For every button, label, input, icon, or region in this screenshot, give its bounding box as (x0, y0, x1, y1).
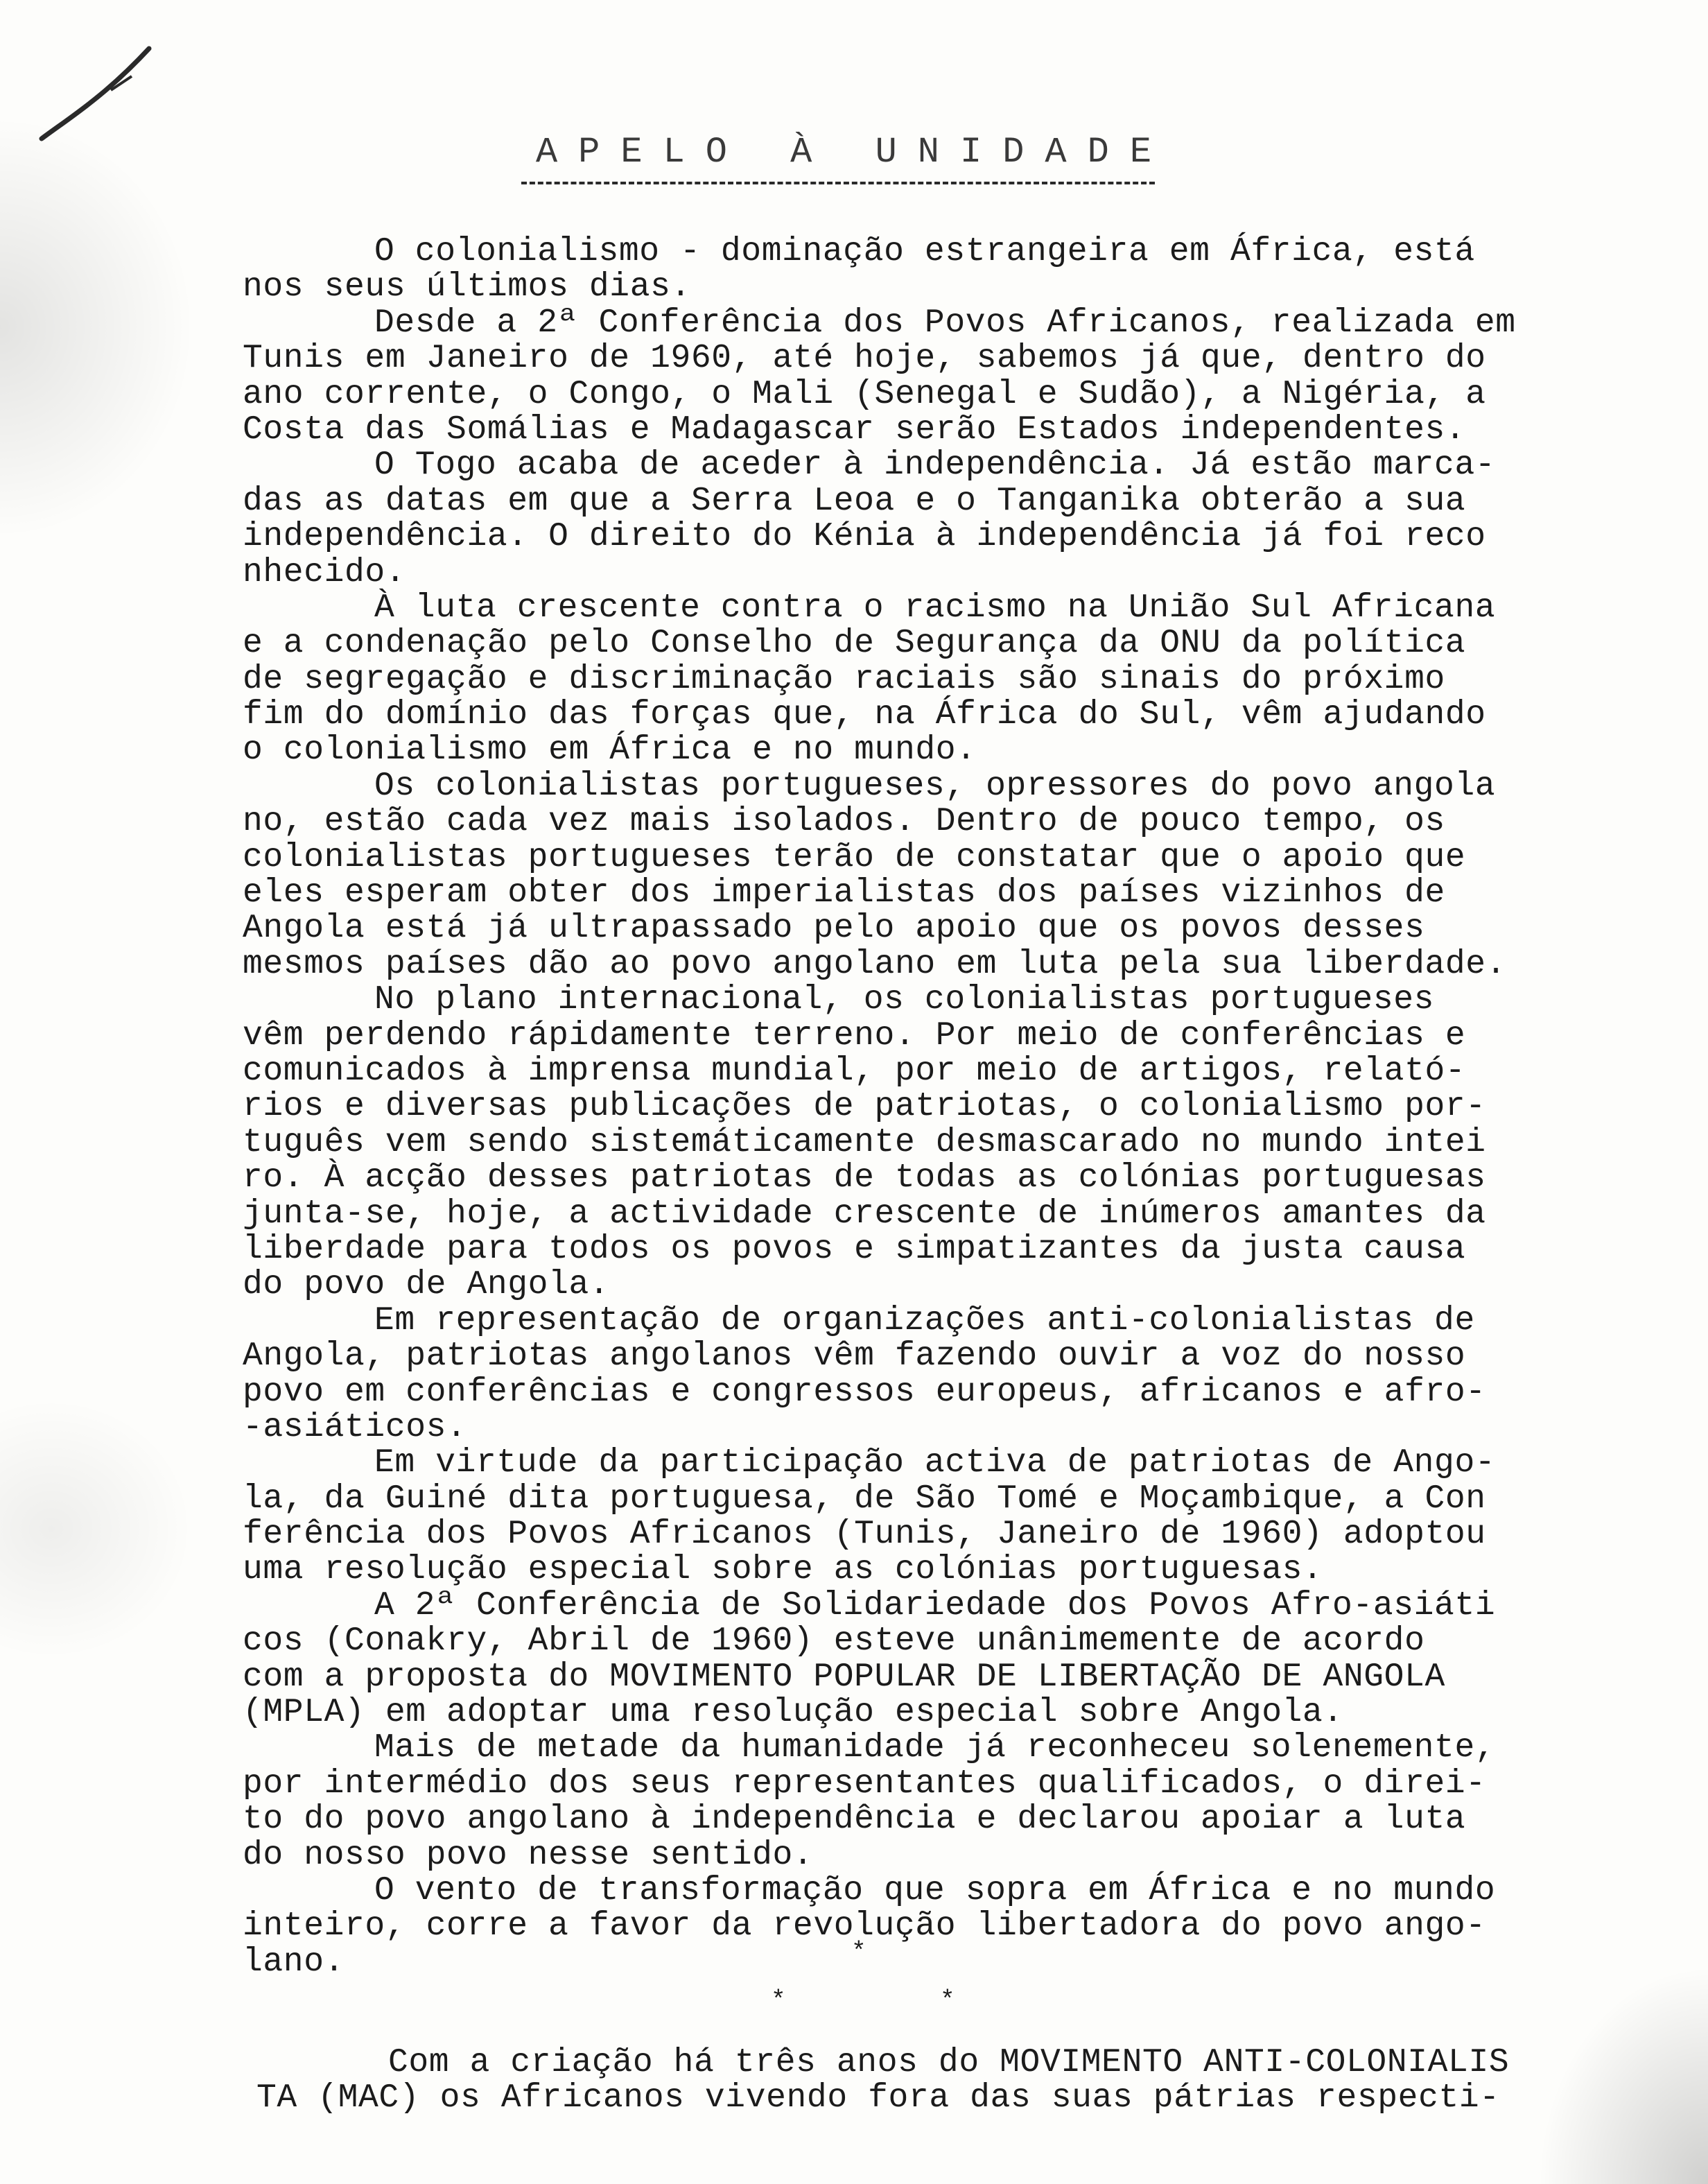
text-line: Mais de metade da humanidade já reconheceu solenemente, (374, 1729, 1496, 1767)
text-line: la, da Guiné dita portuguesa, de São Tomé e Moçambique, a Con (243, 1480, 1486, 1518)
text-line: ano corrente, o Congo, o Mali (Senegal e Sudão), a Nigéria, a (243, 375, 1486, 413)
text-line: junta-se, hoje, a actividade crescente de inúmeros amantes da (243, 1195, 1486, 1233)
text-line: vêm perdendo rápidamente terreno. Por meio de conferências e (243, 1016, 1466, 1055)
text-line: do povo de Angola. (243, 1266, 610, 1304)
text-line: TA (MAC) os Africanos vivendo fora das suas pátrias respecti- (256, 2079, 1500, 2117)
separator-star: * (771, 1986, 786, 2015)
text-line: mesmos países dão ao povo angolano em luta pela sua liberdade. (243, 945, 1507, 983)
text-line: fim do domínio das forças que, na África do Sul, vêm ajudando (243, 696, 1486, 734)
text-line: das as datas em que a Serra Leoa e o Tanganika obterão a sua (243, 482, 1466, 520)
text-line: eles esperam obter dos imperialistas dos países vizinhos de (243, 874, 1445, 912)
text-line: Desde a 2ª Conferência dos Povos Africanos, realizada em (374, 304, 1516, 342)
text-line: No plano internacional, os colonialistas portugueses (374, 981, 1435, 1019)
text-line: uma resolução especial sobre as colónias portuguesas. (243, 1551, 1323, 1589)
text-line: Em virtude da participação activa de patriotas de Ango- (374, 1444, 1496, 1482)
text-line: nos seus últimos dias. (243, 268, 691, 306)
document-body (243, 234, 1560, 1980)
text-line: À luta crescente contra o racismo na União Sul Africana (374, 589, 1496, 627)
text-line: povo em conferências e congressos europeus, africanos e afro- (243, 1373, 1486, 1411)
text-line: (MPLA) em adoptar uma resolução especial sobre Angola. (243, 1694, 1343, 1732)
text-line: liberdade para todos os povos e simpatizantes da justa causa (243, 1230, 1466, 1268)
text-line: lano. (243, 1943, 345, 1981)
text-line: do nosso povo nesse sentido. (243, 1836, 814, 1874)
text-line: cos (Conakry, Abril de 1960) esteve unânimemente de acordo (243, 1622, 1425, 1661)
text-line: A 2ª Conferência de Solidariedade dos Povos Afro-asiáti (374, 1586, 1496, 1624)
text-line: o colonialismo em África e no mundo. (243, 731, 977, 770)
pen-mark-decoration (28, 35, 166, 146)
text-line: rios e diversas publicações de patriotas, o colonialismo por- (243, 1088, 1486, 1126)
text-line: e a condenação pelo Conselho de Segurança da ONU da política (243, 625, 1466, 663)
text-line: O vento de transformação que sopra em África e no mundo (374, 1871, 1496, 1909)
text-line: Com a criação há três anos do MOVIMENTO ANTI-COLONIALIS (388, 2044, 1510, 2081)
section-separator (0, 1934, 1708, 2025)
text-line: Angola está já ultrapassado pelo apoio que os povos desses (243, 910, 1425, 948)
separator-star: * (851, 1938, 866, 1966)
text-line: Os colonialistas portugueses, opressores do povo angola (374, 767, 1496, 805)
text-line: to do povo angolano à independência e declarou apoiar a luta (243, 1801, 1466, 1839)
text-line: com a proposta do MOVIMENTO POPULAR DE LIBERTAÇÃO DE ANGOLA (243, 1658, 1445, 1696)
text-line: colonialistas portugueses terão de constatar que o apoio que (243, 838, 1466, 876)
separator-star: * (940, 1986, 955, 2015)
text-line: independência. O direito do Kénia à independência já foi reco (243, 518, 1486, 556)
text-line: O Togo acaba de aceder à independência. Já estão marca- (374, 447, 1496, 485)
text-line: O colonialismo - dominação estrangeira em África, está (374, 233, 1475, 270)
document-title: APELO À UNIDADE (535, 132, 1173, 173)
text-line: inteiro, corre a favor da revolução libertadora do povo ango- (243, 1907, 1486, 1945)
text-line: Angola, patriotas angolanos vêm fazendo ouvir a voz do nosso (243, 1337, 1466, 1376)
title-underline (521, 182, 1155, 184)
text-line: no, estão cada vez mais isolados. Dentro de pouco tempo, os (243, 803, 1445, 841)
text-line: nhecido. (243, 553, 406, 591)
text-line: ro. À acção desses patriotas de todas as colónias portuguesas (243, 1159, 1486, 1197)
text-line: Tunis em Janeiro de 1960, até hoje, sabemos já que, dentro do (243, 340, 1486, 378)
document-continuation (256, 2045, 1574, 2117)
text-line: ferência dos Povos Africanos (Tunis, Janeiro de 1960) adoptou (243, 1516, 1486, 1554)
text-line: comunicados à imprensa mundial, por meio de artigos, relató- (243, 1052, 1466, 1090)
text-line: -asiáticos. (243, 1408, 467, 1446)
text-line: por intermédio dos seus representantes qualificados, o direi- (243, 1765, 1486, 1803)
text-line: Em representação de organizações anti-colonialistas de (374, 1301, 1475, 1340)
text-line: tuguês vem sendo sistemáticamente desmascarado no mundo intei (243, 1123, 1486, 1161)
text-line: Costa das Somálias e Madagascar serão Estados independentes. (243, 410, 1466, 449)
text-line: de segregação e discriminação raciais são sinais do próximo (243, 660, 1445, 698)
